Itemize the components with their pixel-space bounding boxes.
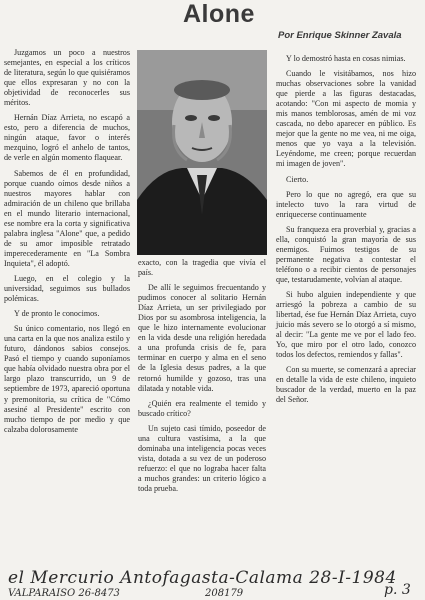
handwritten-catalog-note: VALPARAISO 26-8473 (8, 588, 120, 599)
article-column-2 (138, 258, 266, 499)
paragraph: Su único comentario, nos llegó en una carta en la que nos analiza estilo y futuro, dándonos sabios consejos. Pasó el tiempo y cuando suponíamos que había olvidado nuestra obra por el largo plazo transcurrido, un 9 de septiembre de 1973, apareció oportuna y premonitoria, su crítica de "Cómo asesiné al Presidente" escrito con mucho tiempo de por medio y que calzaba dolorosamente (4, 324, 130, 434)
paragraph: Si hubo alguien independiente y que arriesgó la pobreza a cambio de su libertad, ése fue Hernán Díaz Arrieta, cuyo juicio más severo se lo otorgó a sí mismo, al decir: "La gente me ve por el lado feo. Yo, que miro por el otro lado, conozco todos los defectos, remiendos y fallas". (276, 289, 416, 360)
handwritten-id-number: 208179 (205, 588, 244, 599)
paragraph: ¿Quién era realmente el temido y buscado crítico? (138, 398, 266, 418)
handwritten-source-note: el Mercurio Antofagasta-Calama 28-I-1984 (8, 568, 397, 588)
author-portrait-photo (137, 50, 267, 255)
paragraph: Pero lo que no agregó, era que su intelecto tuvo la rara virtud de enriquecerse continuamente (276, 189, 416, 219)
paragraph: Luego, en el colegio y la universidad, seguimos sus bullados polémicas. (4, 273, 130, 304)
paragraph: Cierto. (286, 174, 309, 184)
article-title: Alone (183, 0, 255, 28)
paragraph: Un sujeto casi tímido, poseedor de una cultura vastísima, a la que dominaba una inteligencia pocas veces vista, dotada a su vez de un poderoso refuerzo: el que no lograba hacer falta a muchos grandes: un criterio lógico a toda prueba. (138, 423, 266, 493)
article-column-3 (276, 54, 416, 411)
paragraph: Con su muerte, se comenzará a apreciar en detalle la vida de este chileno, inquieto buscador de la verdad, muerto en la paz del Señor. (276, 365, 416, 405)
paragraph: Y de pronto le conocimos. (14, 309, 100, 319)
paragraph: Y lo demostró hasta en cosas nimias. (286, 54, 406, 63)
handwritten-page-number: p. 3 (384, 582, 411, 598)
paragraph: Cuando le visitábamos, nos hizo muchas observaciones sobre la vanidad que pierde a las figuras destacadas, acotando: "Con mi aspecto de momia y mis manos temblorosas, amén de mi voz cascada, no debo aparecer en público. Es mejor que la gente no me vea, ni me oiga, menos que yo vaya a la televisión. Leyéndome, me creen; porque recuerdan mi imagen de joven". (276, 69, 416, 169)
article-column-1 (4, 48, 130, 440)
paragraph: exacto, con la tragedia que vivía el país. (138, 258, 266, 278)
paragraph: Juzgamos un poco a nuestros semejantes, en especial a los críticos de literatura, según lo que quisiéramos que ellos expresaran y no con la objetividad de reconocerles sus méritos. (4, 48, 130, 108)
paragraph: De allí le seguimos frecuentando y pudimos conocer al solitario Hernán Díaz Arrieta, un ser privilegiado por Dios por su asombrosa inteligencia, la que le hizo internamente evolucionar en la vida desde una religión heredada a una profunda crisis de fe, para terminar en cuerpo y alma en el seno de la Iglesia desus padres, a la que retornó humilde y gozoso, tras una dilatada y notable vida. (138, 283, 266, 393)
article-byline: Por Enrique Skinner Zavala (278, 30, 402, 41)
paragraph: Hernán Díaz Arrieta, no escapó a esto, pero a diferencia de muchos, ningún ataque, favor o interés mezquino, logró el anhelo de tantos, de verle en algún momento flaquear. (4, 113, 130, 163)
paragraph: Sabemos de él en profundidad, porque cuando oímos desde niños a nuestros mayores hablar con admiración de un chileno que brillaba en el mundo literario internacional, ese nombre era la corta y significativa palabra inglesa "Alone" que, a pedido de su amor imposible retratado imperecederamente en "La Sombra Inquieta", él adoptó. (4, 168, 130, 268)
portrait-image (137, 50, 267, 255)
paragraph: Su franqueza era proverbial y, gracias a ella, conquistó la gran mayoría de sus enemigos. Fuimos testigos de su permanente negativa a contestar el teléfono o a recibir cientos de personajes que, testarudamente, volvían al ataque. (276, 224, 416, 284)
